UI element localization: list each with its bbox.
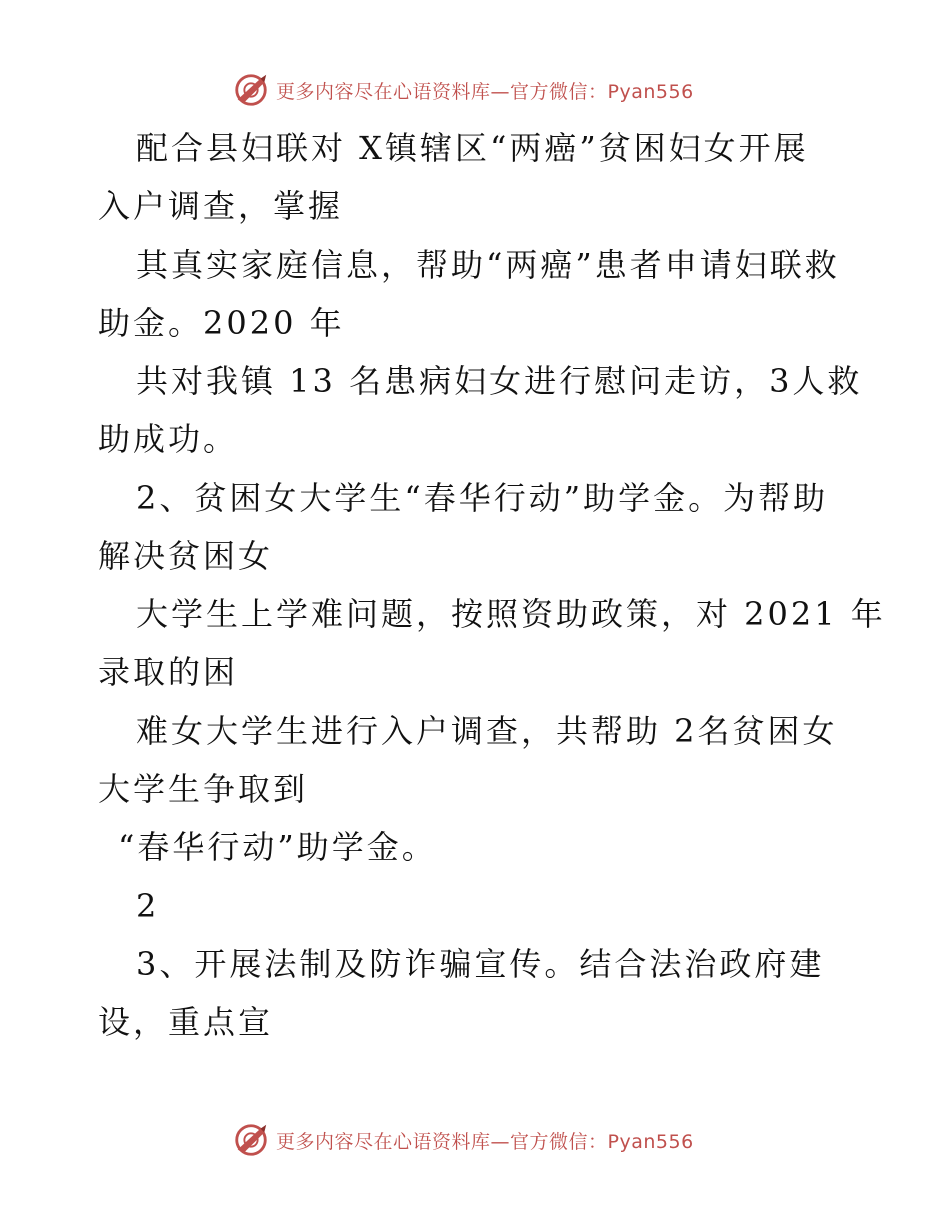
text-line: 其真实家庭信息，帮助“两癌”患者申请妇联救: [136, 246, 840, 284]
text-line: 入户调查，掌握: [98, 187, 344, 225]
text-line: 大学生上学难问题，按照资助政策，对 2021 年: [136, 595, 886, 633]
text-line: 2、贫困女大学生“春华行动”助学金。为帮助: [136, 479, 829, 517]
text-line: 设，重点宣: [98, 1003, 274, 1041]
watermark-text: 更多内容尽在心语资料库—官方微信：Pyan556: [276, 1130, 694, 1153]
text-line: 助成功。: [98, 420, 239, 458]
text-line: 配合县妇联对 X镇辖区“两癌”贫困妇女开展: [136, 129, 809, 167]
watermark-text: 更多内容尽在心语资料库—官方微信：Pyan556: [276, 80, 694, 103]
page-number: 2: [136, 887, 160, 925]
text-line: 难女大学生进行入户调查，共帮助 2名贫困女: [136, 712, 838, 750]
text-line: 共对我镇 13 名患病妇女进行慰问走访，3人救: [136, 362, 863, 400]
footer-watermark: [232, 1120, 694, 1160]
text-line: 解决贫困女: [98, 537, 274, 575]
text-line: 录取的困: [98, 653, 239, 691]
text-line: 助金。2020 年: [98, 304, 345, 342]
text-line: “春华行动”助学金。: [118, 828, 437, 866]
watermark-logo-icon: [232, 1121, 270, 1159]
text-line: 3、开展法制及防诈骗宣传。结合法治政府建: [136, 945, 825, 983]
text-line: 大学生争取到: [98, 770, 309, 808]
